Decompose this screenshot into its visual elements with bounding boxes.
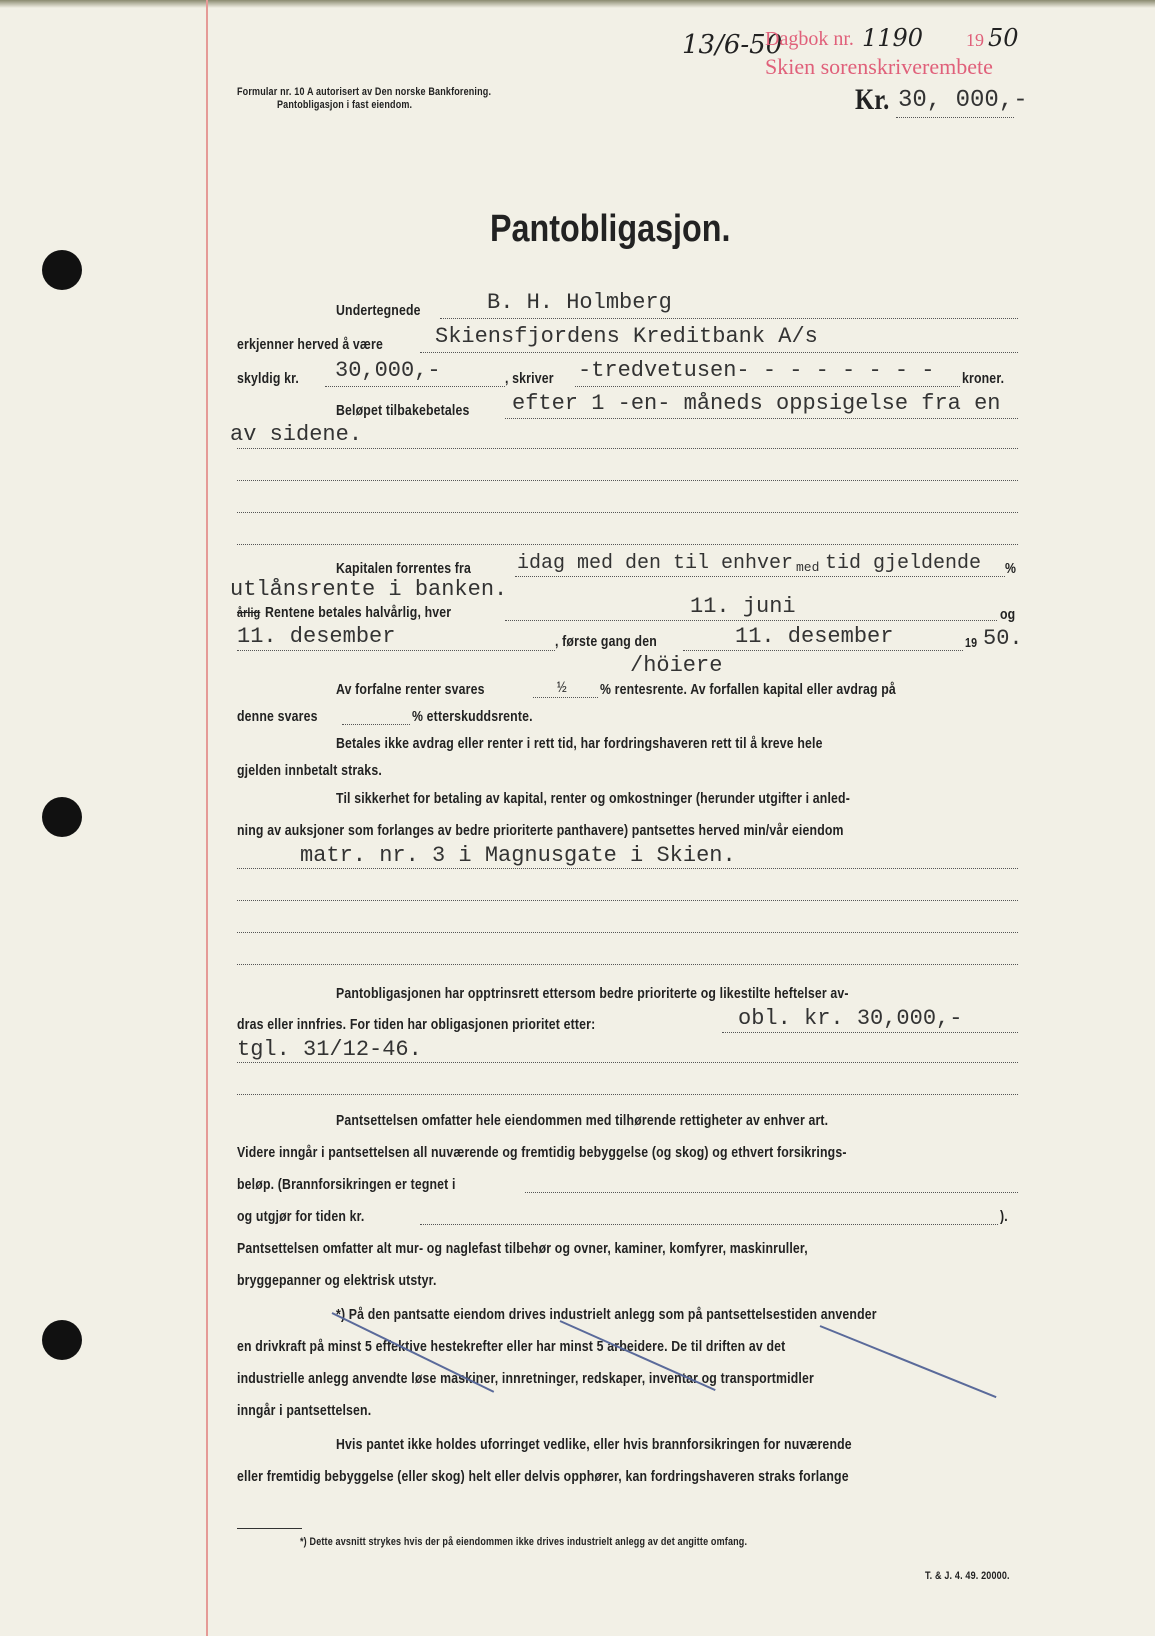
- kapitalen-pct: %: [1005, 560, 1017, 577]
- paragraph-text: ning av auksjoner som forlanges av bedre prioriterte panthavere) pantsettes herved min/vår eiendom: [237, 822, 844, 839]
- field-line: [575, 386, 960, 387]
- prioritet-value-2: tgl. 31/12-46.: [237, 1037, 422, 1062]
- paragraph-text: dras eller innfries. For tiden har obligasjonen prioritet etter:: [237, 1016, 596, 1033]
- field-line: [237, 1094, 1018, 1095]
- skyldig-value: 30,000,-: [335, 358, 441, 383]
- field-line: [237, 964, 1018, 965]
- paragraph-text: en drivkraft på minst 5 effektive hestekrefter eller har minst 5 arbeidere. De til driften av det: [237, 1338, 786, 1355]
- stamp-year-prefix: 19: [966, 30, 984, 50]
- handwritten-date: 13/6-50: [682, 30, 783, 60]
- punch-hole: [42, 250, 82, 290]
- undertegnede-value: B. H. Holmberg: [487, 290, 672, 315]
- amount-value: 30, 000,-: [898, 87, 1028, 114]
- rentene-value-2: 11. desember: [237, 624, 396, 649]
- amount-label: Kr.: [855, 83, 890, 116]
- paragraph-text: inngår i pantsettelsen.: [237, 1402, 372, 1419]
- field-line: [237, 480, 1018, 481]
- forfalne-label: Av forfalne renter svares: [336, 681, 485, 698]
- paragraph-text: Videre inngår i pantsettelsen all nuværende og fremtidig bebyggelse (og skog) og ethvert forsikrings-: [237, 1144, 847, 1161]
- og-label: og: [1000, 606, 1016, 623]
- field-line: [237, 650, 555, 651]
- footnote-rule: [237, 1528, 302, 1529]
- forste-value: 11. desember: [735, 624, 894, 649]
- forfalne-insert: /höiere: [630, 653, 723, 678]
- field-line: [683, 650, 963, 651]
- kapitalen-label: Kapitalen forrentes fra: [336, 560, 472, 577]
- paragraph-text: Hvis pantet ikke holdes uforringet vedlike, eller hvis brannforsikringen for nuværende: [336, 1436, 852, 1453]
- paragraph-text: bryggepanner og elektrisk utstyr.: [237, 1272, 437, 1289]
- forste-year-suffix: 50.: [983, 626, 1023, 651]
- amount-line: [896, 117, 1014, 118]
- field-line: [533, 697, 598, 698]
- paragraph-text: Pantsettelsen omfatter alt mur- og naglefast tilbehør og ovner, kaminer, komfyrer, maskinruller,: [237, 1240, 808, 1257]
- belopet-label: Beløpet tilbakebetales: [336, 402, 470, 419]
- stamp-office: Skien sorenskriverembete: [765, 54, 993, 79]
- form-note-1: Formular nr. 10 A autorisert av Den norske Bankforening.: [237, 86, 492, 98]
- erkjenner-label: erkjenner herved å være: [237, 336, 383, 353]
- belopet-value-2: av sidene.: [230, 422, 363, 447]
- denne-label: denne svares: [237, 708, 318, 725]
- punch-hole: [42, 1320, 82, 1360]
- forste-label: , første gang den: [555, 633, 657, 650]
- skyldig-label: skyldig kr.: [237, 370, 299, 387]
- strike-through-mark: [820, 1325, 997, 1398]
- field-line: [505, 418, 1018, 419]
- paragraph-text: gjelden innbetalt straks.: [237, 762, 382, 779]
- field-line: [505, 620, 997, 621]
- undertegnede-label: Undertegnede: [336, 302, 421, 319]
- page-title: Pantobligasjon.: [490, 208, 731, 250]
- belopet-value-1: efter 1 -en- måneds oppsigelse fra en: [512, 391, 1001, 416]
- erkjenner-value: Skiensfjordens Kreditbank A/s: [435, 324, 818, 349]
- field-line: [420, 352, 1018, 353]
- field-line: [440, 318, 1018, 319]
- denne-rest: % etterskuddsrente.: [412, 708, 533, 725]
- field-line: [237, 932, 1018, 933]
- paragraph-text: Pantsettelsen omfatter hele eiendommen med tilhørende rettigheter av enhver art.: [336, 1112, 829, 1129]
- field-line: [237, 900, 1018, 901]
- form-note-2: Pantobligasjon i fast eiendom.: [277, 99, 413, 111]
- kapitalen-value-1: idag med den til enhver: [517, 552, 794, 575]
- forfalne-value: ½: [557, 679, 567, 697]
- rentene-value: 11. juni: [690, 594, 796, 619]
- field-line: [237, 1062, 1018, 1063]
- field-line: [237, 544, 1018, 545]
- paragraph-text: og utgjør for tiden kr.: [237, 1208, 365, 1225]
- field-line: [237, 512, 1018, 513]
- skriver-label: , skriver: [505, 370, 554, 387]
- field-line: [525, 1192, 1018, 1193]
- field-line: [342, 724, 410, 725]
- arlig-struck: årlig: [237, 605, 261, 620]
- paragraph-text: *) På den pantsatte eiendom drives industrielt anlegg som på pantsettelsestiden anvender: [336, 1306, 877, 1323]
- paragraph-text: industrielle anlegg anvendte løse maskiner, innretninger, redskaper, inventar og transportmidler: [237, 1370, 814, 1387]
- forfalne-rest: % rentesrente. Av forfallen kapital eller avdrag på: [600, 681, 896, 698]
- paragraph-text: eller fremtidig bebyggelse (eller skog) helt eller delvis opphører, kan fordringshaveren straks forlange: [237, 1468, 849, 1485]
- paragraph-text: ).: [1000, 1208, 1008, 1225]
- field-line: [237, 448, 1018, 449]
- footnote: *) Dette avsnitt strykes hvis der på eiendommen ikke drives industrielt anlegg av det angitte omfang.: [300, 1536, 748, 1548]
- stamp-dagbok-label: Dagbok nr.: [765, 28, 854, 50]
- field-line: [722, 1032, 1018, 1033]
- field-line: [420, 1224, 998, 1225]
- punch-hole: [42, 797, 82, 837]
- dagbok-year: 50: [988, 24, 1019, 52]
- skriver-value: -tredvetusen- - - - - - - -: [578, 358, 935, 383]
- paragraph-text: Til sikkerhet for betaling av kapital, renter og omkostninger (herunder utgifter i anled-: [336, 790, 850, 807]
- scan-edge: [0, 0, 1155, 8]
- red-margin-line: [206, 0, 208, 1636]
- paragraph-text: Pantobligasjonen har opptrinsrett ettersom bedre prioriterte og likestilte heftelser av-: [336, 985, 849, 1002]
- paragraph-text: beløp. (Brannforsikringen er tegnet i: [237, 1176, 456, 1193]
- printer-mark: T. & J. 4. 49. 20000.: [925, 1570, 1010, 1582]
- kapitalen-value-2: tid gjeldende: [825, 552, 982, 575]
- kroner-label: kroner.: [962, 370, 1005, 387]
- field-line: [515, 576, 1005, 577]
- kapitalen-insert: med: [796, 560, 820, 575]
- rentene-label: Rentene betales halvårlig, hver: [265, 604, 452, 621]
- paragraph-text: Betales ikke avdrag eller renter i rett tid, har fordringshaveren rett til å kreve hele: [336, 735, 823, 752]
- field-line: [325, 386, 505, 387]
- dagbok-number: 1190: [862, 24, 924, 52]
- kapitalen-value-3: utlånsrente i banken.: [230, 577, 508, 602]
- field-line: [237, 868, 1018, 869]
- prioritet-value-1: obl. kr. 30,000,-: [738, 1006, 963, 1031]
- forste-year-prefix: 19: [965, 635, 978, 650]
- property-value: matr. nr. 3 i Magnusgate i Skien.: [300, 843, 736, 868]
